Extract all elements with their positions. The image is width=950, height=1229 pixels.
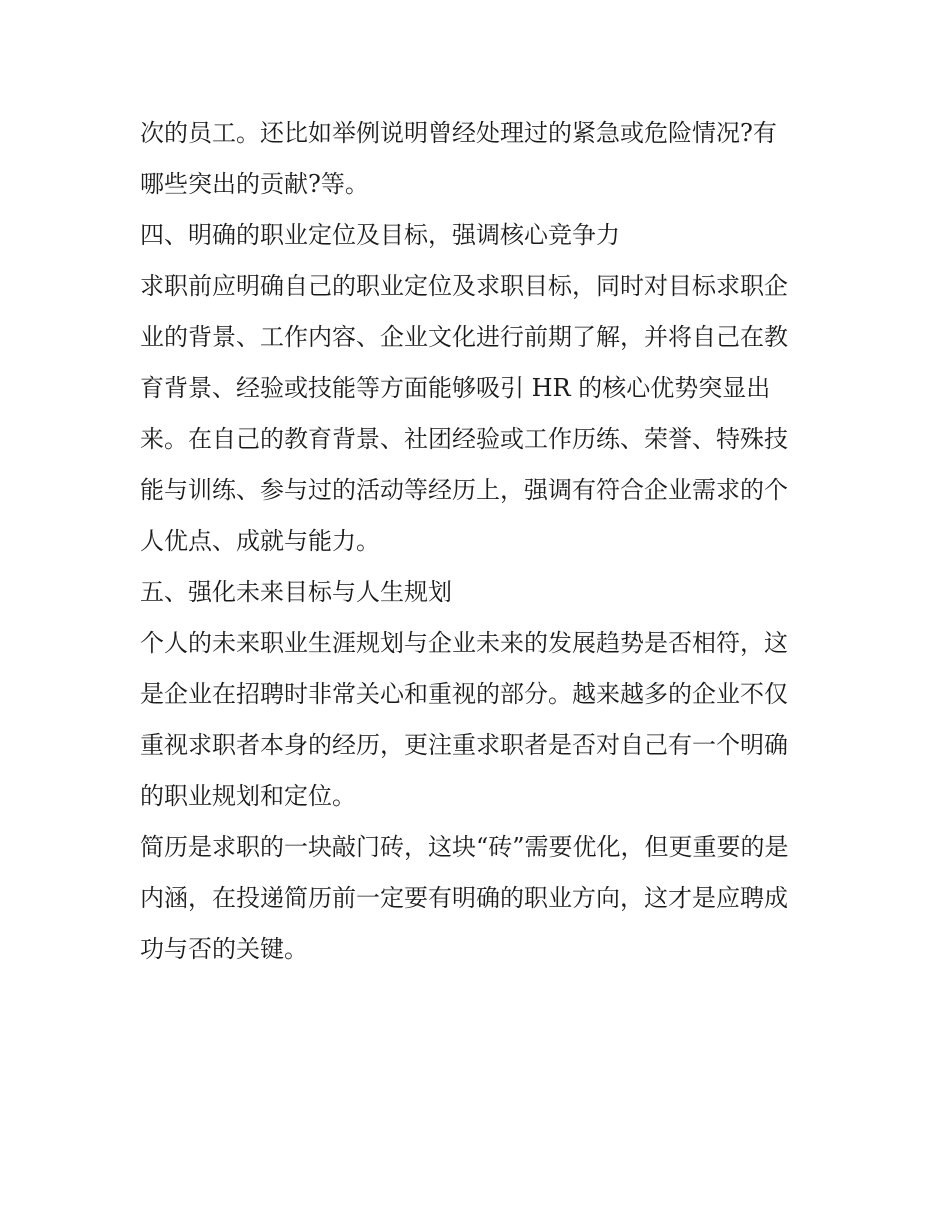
body-text-line: 育背景、经验或技能等方面能够吸引 HR 的核心优势突显出 <box>140 374 771 402</box>
body-text-line: 功与否的关键。 <box>140 935 308 963</box>
body-text-line: 求职前应明确自己的职业定位及求职目标，同时对目标求职企 <box>140 272 788 300</box>
body-text-line: 个人的未来职业生涯规划与企业未来的发展趋势是否相符，这 <box>140 629 788 657</box>
body-text-line: 业的背景、工作内容、企业文化进行前期了解，并将自己在教 <box>140 323 788 351</box>
body-text-line: 哪些突出的贡献?等。 <box>140 170 369 198</box>
document-body <box>140 108 820 975</box>
body-text-line: 内涵，在投递简历前一定要有明确的职业方向，这才是应聘成 <box>140 884 788 912</box>
body-text-line: 能与训练、参与过的活动等经历上，强调有符合企业需求的个 <box>140 476 788 504</box>
body-text-line: 人优点、成就与能力。 <box>140 527 380 555</box>
body-text-line: 来。在自己的教育背景、社团经验或工作历练、荣誉、特殊技 <box>140 425 788 453</box>
body-text-line: 次的员工。还比如举例说明曾经处理过的紧急或危险情况?有 <box>140 119 777 147</box>
section-heading: 四、明确的职业定位及目标，强调核心竞争力 <box>140 221 620 249</box>
body-text-line: 简历是求职的一块敲门砖，这块“砖”需要优化，但更重要的是 <box>140 833 789 861</box>
body-text-line: 重视求职者本身的经历，更注重求职者是否对自己有一个明确 <box>140 731 788 759</box>
section-heading: 五、强化未来目标与人生规划 <box>140 578 452 606</box>
body-text-line: 的职业规划和定位。 <box>140 782 356 810</box>
body-text-line: 是企业在招聘时非常关心和重视的部分。越来越多的企业不仅 <box>140 680 788 708</box>
